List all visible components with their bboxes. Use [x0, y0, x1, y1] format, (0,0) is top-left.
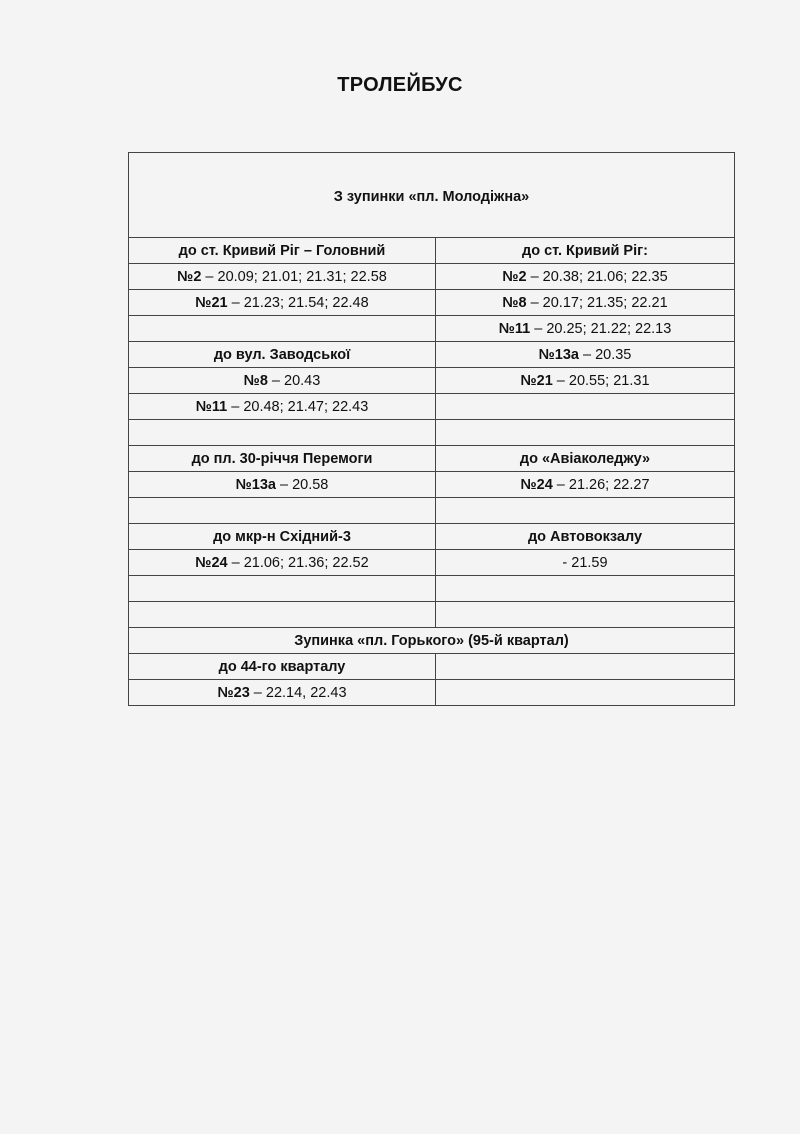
route-number: №13а	[235, 476, 276, 493]
departure-times: – 20.58	[275, 476, 329, 493]
stop-header-gorkogo: Зупинка «пл. Горького» (95-й квартал)	[129, 628, 735, 654]
route-number: №13а	[538, 346, 579, 363]
table-row	[129, 550, 735, 576]
right-cell	[436, 446, 735, 472]
left-cell	[129, 420, 436, 446]
stop-header-molodizhna: З зупинки «пл. Молодіжна»	[129, 153, 735, 238]
route-number: №11	[498, 320, 531, 337]
right-cell	[436, 394, 735, 420]
left-cell	[129, 550, 436, 576]
left-cell	[129, 394, 436, 420]
stop-header-row	[129, 153, 735, 238]
right-cell	[436, 238, 735, 264]
route-number: №11	[195, 398, 228, 415]
departure-times: – 21.26; 22.27	[552, 476, 650, 493]
departure-times: – 21.23; 21.54; 22.48	[227, 294, 369, 311]
route-number: №8	[502, 294, 527, 311]
left-cell	[129, 680, 436, 706]
departure-times: – 22.14, 22.43	[249, 684, 347, 701]
schedule-body	[129, 153, 735, 706]
right-cell	[436, 498, 735, 524]
departure-times: – 20.17; 21.35; 22.21	[526, 294, 668, 311]
table-row	[129, 524, 735, 550]
departure-times: – 20.25; 21.22; 22.13	[530, 320, 672, 337]
left-cell	[129, 264, 436, 290]
page-title: ТРОЛЕЙБУС	[337, 74, 463, 96]
schedule-table	[128, 152, 735, 706]
table-row	[129, 602, 735, 628]
departure-times: – 20.48; 21.47; 22.43	[227, 398, 369, 415]
right-cell	[436, 472, 735, 498]
destination-label: до пл. 30-річчя Перемоги	[191, 450, 373, 467]
left-cell	[129, 316, 436, 342]
right-cell	[436, 342, 735, 368]
stop-header-row	[129, 628, 735, 654]
route-number: №21	[520, 372, 553, 389]
left-cell	[129, 654, 436, 680]
table-row	[129, 472, 735, 498]
table-row	[129, 342, 735, 368]
table-row	[129, 680, 735, 706]
route-number: №23	[217, 684, 250, 701]
left-cell	[129, 290, 436, 316]
route-number: №2	[177, 268, 202, 285]
left-cell	[129, 576, 436, 602]
right-cell	[436, 264, 735, 290]
left-cell	[129, 602, 436, 628]
table-row	[129, 498, 735, 524]
destination-label: до «Авіаколеджу»	[519, 450, 651, 467]
destination-label: до мкр-н Східний-3	[213, 528, 351, 545]
destination-label: до ст. Кривий Ріг – Головний	[178, 242, 386, 259]
departure-times: – 20.38; 21.06; 22.35	[526, 268, 668, 285]
table-row	[129, 316, 735, 342]
right-cell	[436, 420, 735, 446]
departure-times: – 20.09; 21.01; 21.31; 22.58	[201, 268, 387, 285]
right-cell	[436, 576, 735, 602]
table-row	[129, 654, 735, 680]
right-cell	[436, 680, 735, 706]
left-cell	[129, 368, 436, 394]
right-cell	[436, 368, 735, 394]
destination-label: до вул. Заводської	[213, 346, 351, 363]
left-cell	[129, 446, 436, 472]
table-row	[129, 420, 735, 446]
table-row	[129, 576, 735, 602]
right-cell	[436, 602, 735, 628]
right-cell	[436, 290, 735, 316]
left-cell	[129, 498, 436, 524]
destination-label: до 44-го кварталу	[218, 658, 346, 675]
route-number: №21	[195, 294, 228, 311]
departure-times: – 21.06; 21.36; 22.52	[227, 554, 369, 571]
table-row	[129, 368, 735, 394]
left-cell	[129, 524, 436, 550]
table-row	[129, 290, 735, 316]
right-cell	[436, 550, 735, 576]
departure-times: – 20.43	[267, 372, 321, 389]
left-cell	[129, 238, 436, 264]
table-row	[129, 264, 735, 290]
departure-times: - 21.59	[562, 554, 608, 571]
left-cell	[129, 472, 436, 498]
route-number: №24	[520, 476, 553, 493]
route-number: №2	[502, 268, 527, 285]
table-row	[129, 394, 735, 420]
right-cell	[436, 316, 735, 342]
destination-label: до ст. Кривий Ріг:	[522, 242, 648, 259]
departure-times: – 20.55; 21.31	[552, 372, 650, 389]
left-cell	[129, 342, 436, 368]
route-number: №8	[243, 372, 268, 389]
right-cell	[436, 654, 735, 680]
route-number: №24	[195, 554, 228, 571]
destination-label: до Автовокзалу	[527, 528, 643, 545]
table-row	[129, 238, 735, 264]
right-cell	[436, 524, 735, 550]
table-row	[129, 446, 735, 472]
departure-times: – 20.35	[578, 346, 632, 363]
